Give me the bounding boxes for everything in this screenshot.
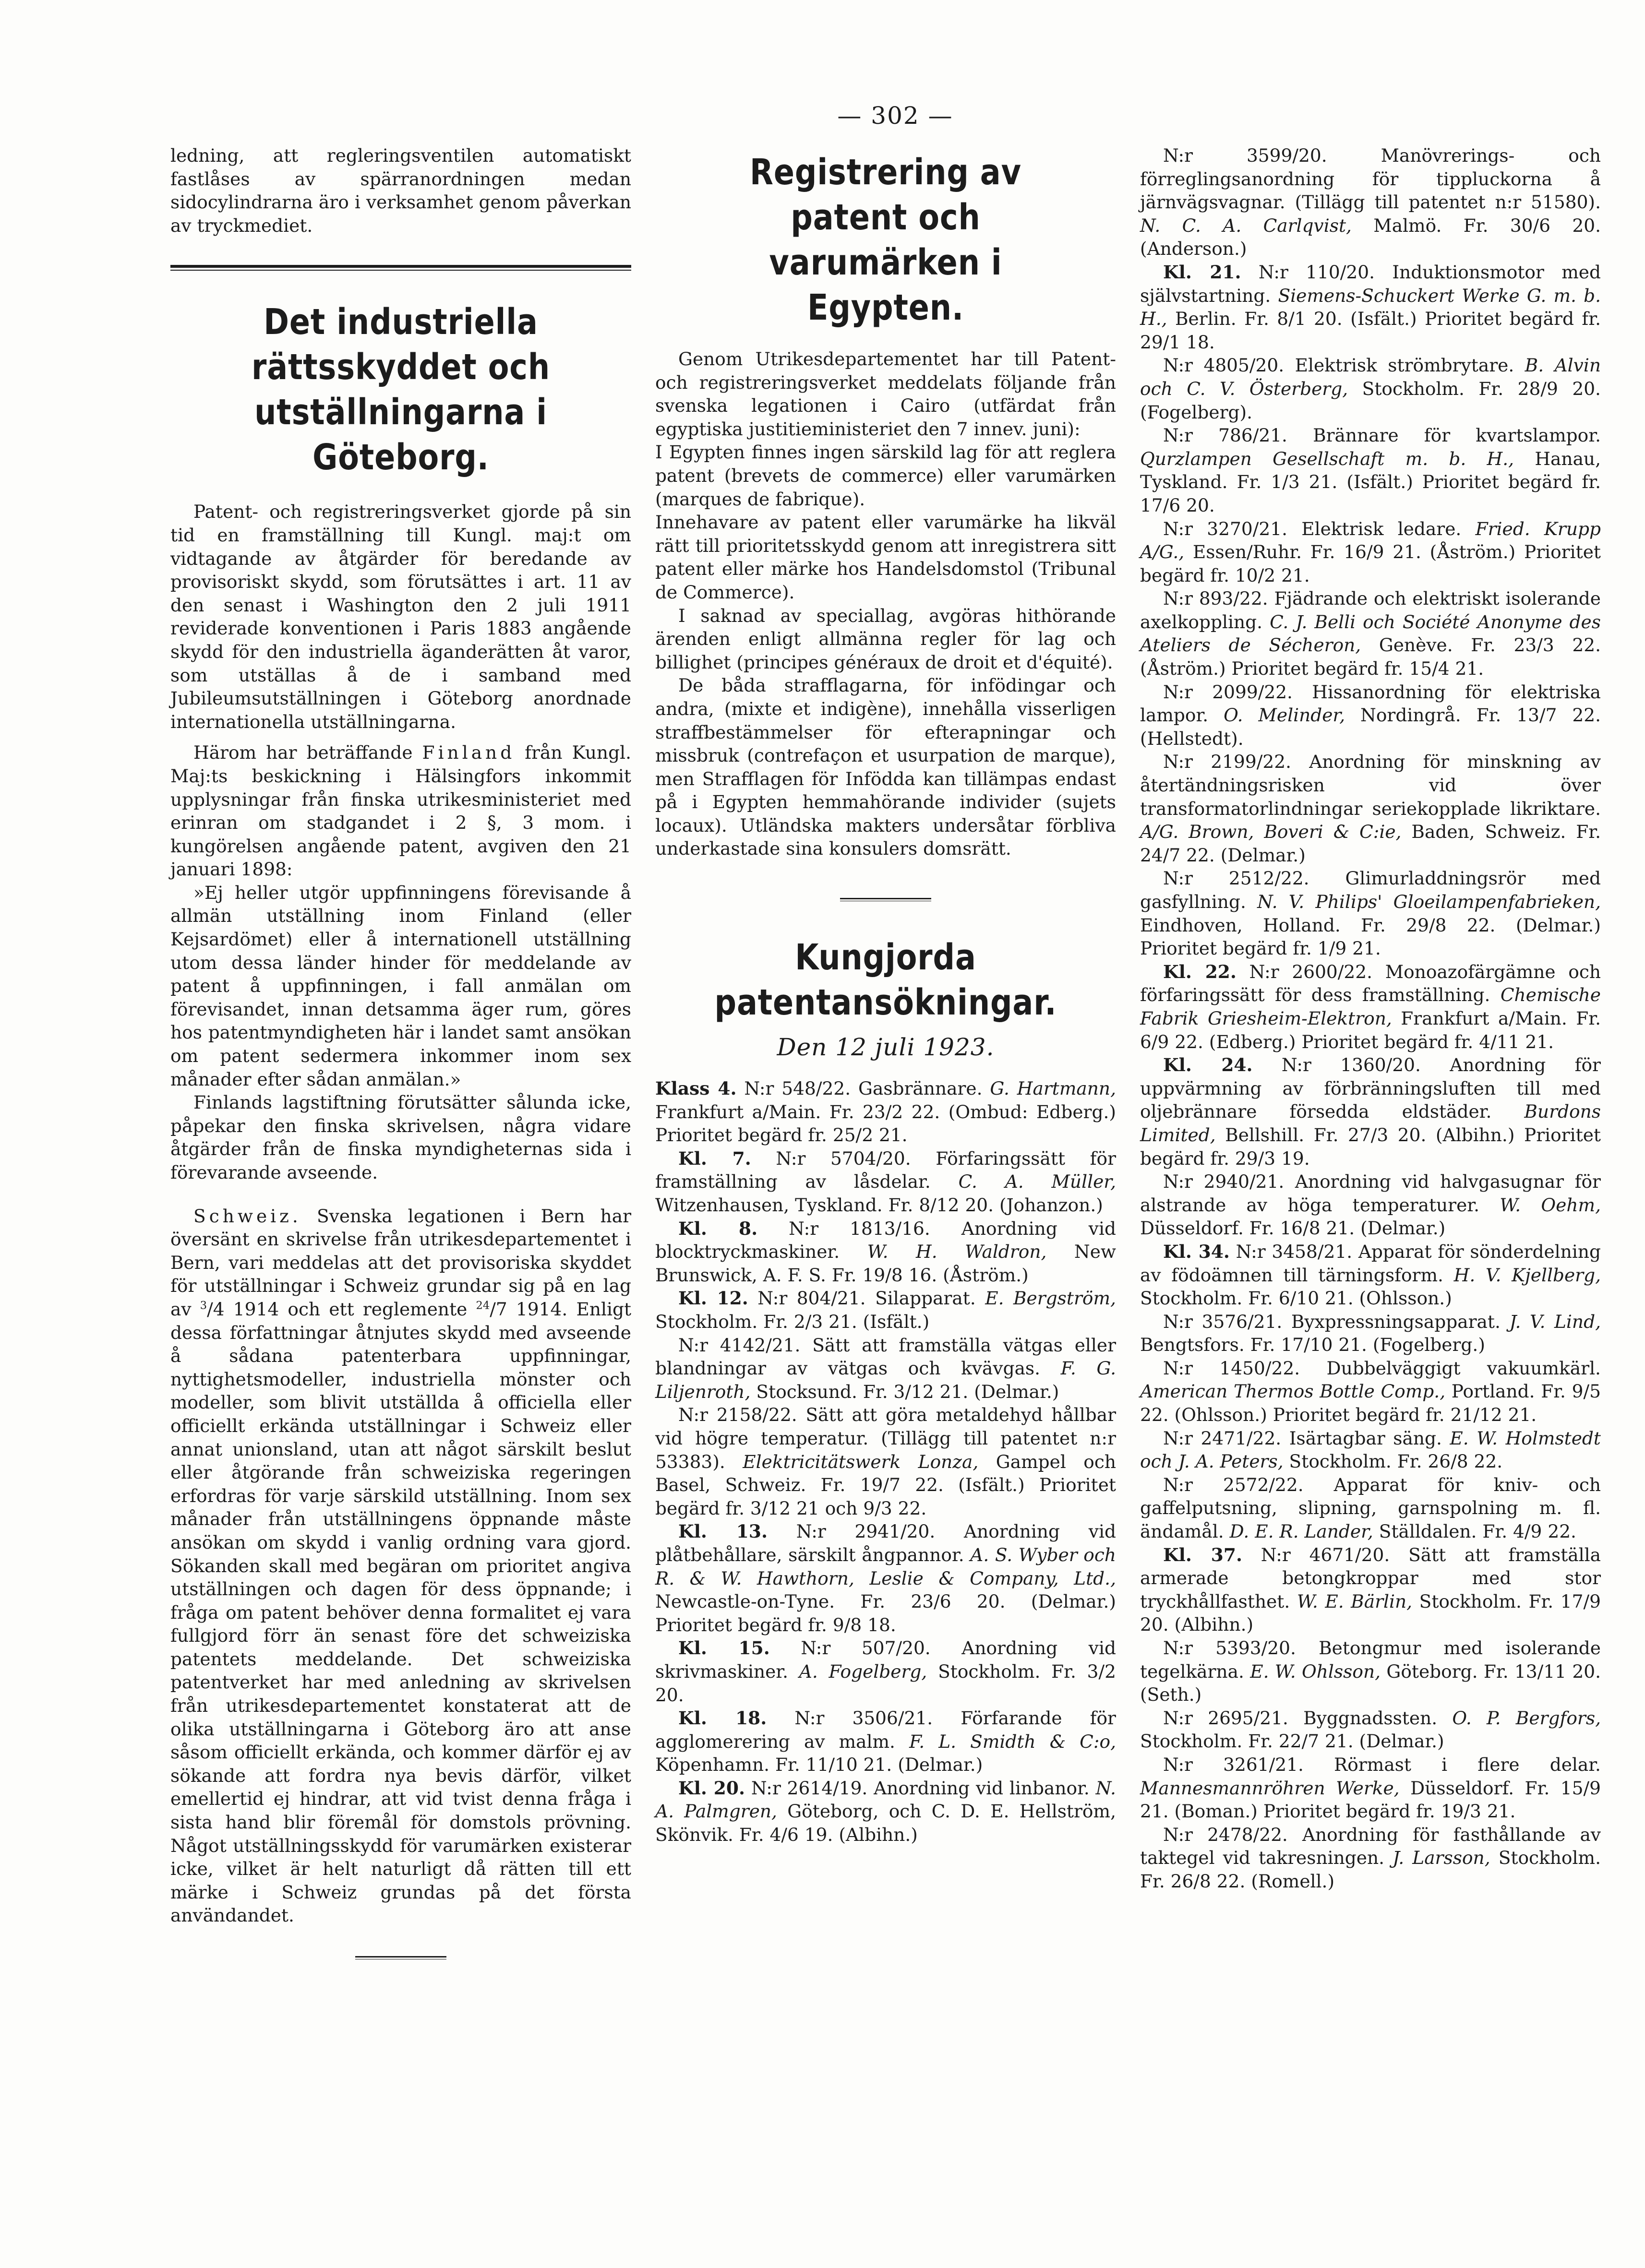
entry-details: New Brunswick, A. F. S. Fr. 19/8 16. (Åström.): [655, 1241, 1117, 1286]
invention-title: Anordning för minskning av återtändningsrisken vid över transformatorlindningar seriekopplade likriktare.: [1140, 751, 1601, 819]
application-number: N:r 5704/20.: [776, 1147, 936, 1169]
invention-title: Förfaringssätt för framställning av låsdelar.: [655, 1147, 1116, 1193]
class-number: Kl. 37.: [1163, 1544, 1243, 1565]
paragraph: Finlands lagstiftning förutsätter sålunda icke, påpekar den finska skrivelsen, några vidare åtgärder från de finska myndigheternas sida i förevarande avseende.: [170, 1092, 631, 1183]
application-number: N:r 2199/22.: [1163, 751, 1309, 773]
paragraph: Genom Utrikesdepartementet har till Patent- och registreringsverket meddelats följande från svenska legationen i Cairo (utfärdat från egyptiska justitieministeriet den 7 innev. juni):: [655, 348, 1116, 440]
patent-entry: [1140, 1543, 1601, 1636]
application-number: N:r 2941/20.: [796, 1521, 964, 1542]
quote-paragraph: »Ej heller utgör uppfinningens förevisande å allmän utställning inom Finland (eller Kejsardömet) eller å internationell utställning utom dessa länder hinder för meddelande av patent å uppfinningen, i fall anmälan om förevisandet, innan detsamma äger rum, göres hos patentmyndigheten här i landet samt ansökan om patent sedermera inkommer inom sex månader efter sådan anmälan.»: [170, 882, 631, 1090]
column-left: [170, 144, 631, 1959]
applicant: B. Alvin och C. V. Österberg,: [1140, 355, 1601, 399]
applicant: Burdons Limited,: [1140, 1101, 1601, 1146]
applicant: N. C. A. Carlqvist,: [1140, 215, 1352, 236]
invention-title: Sätt att framställa armerade betongkroppar med stor tryckhållfasthet.: [1140, 1544, 1601, 1612]
divider: [355, 1956, 446, 1959]
column-right: [1140, 144, 1601, 1893]
invention-title: Dubbelväggigt vakuumkärl.: [1326, 1357, 1601, 1379]
paragraph: Schweiz. Svenska legationen i Bern har översänt en skrivelse från utrikesdepartementet i Bern, vari meddelas att det provisoriska skyddet för utställningar i Schweiz grundar sig på en lag av $^3$/4 1914 och ett reglemente $^{24}$/7 1914. Enligt dessa författningar åtnjutes skydd med avseende å sådana patenterbara uppfinningar, nyttighetsmodeller, industriella mönster och modeller, som blivit utställda å officiella eller officiellt erkända utställningar i Schweiz eller annat unionsland, utan att något särskilt beslut eller åtgörande från schweiziska regeringen erfordras för varje särskild utställning. Inom sex månader från utställningens öppnande måste ansökan om skydd i vanlig ordning vara gjord. Sökanden skall med begäran om prioritet angiva utställningen och dagen för dess öppnande; i fråga om patent behöver denna formalitet ej vara fullgjord förr än senast före det schweiziska patentets meddelande. Det schweiziska patentverket har med anledning av skrivelsen från utrikesdepartementet konstaterat att de olika utställningarna i Göteborg äro att anse såsom officiellt erkända, och kommer därför ej av sökande att fordra nya bevis därför, vilket emellertid ej hindrar, att vid tvist denna fråga i sista hand blir föremål för domstols prövning. Något utställningsskydd för varumärken existerar icke, vilket är helt naturligt då rätten till ett märke i Schweiz grundas på det första användandet.: [170, 1205, 632, 1926]
patent-list: [1140, 144, 1601, 1893]
paragraph: Innehavare av patent eller varumärke ha likväl rätt till prioritetsskydd genom att inregistrera sitt patent eller märke hos Handelsdomstol (Tribunal de Commerce).: [655, 512, 1116, 603]
divider: [840, 898, 931, 901]
invention-title: Induktionsmotor med självstartning.: [1140, 261, 1601, 306]
applicant: C. A. Müller,: [958, 1171, 1116, 1193]
entry-details: Newcastle-on-Tyne. Fr. 23/6 20. (Delmar.) Prioritet begärd fr. 9/8 18.: [655, 1591, 1116, 1635]
entry-details: Malmö. Fr. 30/6 20. (Anderson.): [1140, 215, 1601, 260]
entry-details: Witzenhausen, Tyskland. Fr. 8/12 20. (Johanzon.): [655, 1194, 1103, 1216]
patent-entry: [655, 1287, 1116, 1333]
applicant: W. H. Waldron,: [867, 1241, 1047, 1263]
entry-details: Stockholm. Fr. 22/7 21. (Delmar.): [1140, 1731, 1444, 1752]
application-number: N:r 804/21.: [757, 1288, 876, 1309]
invention-title: Betongmur med isolerande tegelkärna.: [1140, 1637, 1601, 1682]
entry-details: Stockholm. Fr. 17/9 20. (Albihn.): [1140, 1590, 1601, 1635]
invention-title: Elektrisk ledare.: [1301, 518, 1476, 539]
applicant: W. Oehm,: [1500, 1194, 1601, 1216]
application-number: N:r 2512/22.: [1163, 868, 1345, 889]
paragraph: ledning, att regleringsventilen automatiskt fastlåses av spärranordningen medan sidocylindrarna äro i verksamhet genom påverkan av tryckmediet.: [170, 145, 631, 236]
applicant: American Thermos Bottle Comp.,: [1140, 1381, 1446, 1402]
patent-entry: [1140, 1053, 1601, 1170]
application-number: N:r 2614/19.: [751, 1777, 874, 1799]
patent-entry: [1140, 587, 1601, 680]
invention-title: Monoazofärgämne och förfaringssätt för dess framställning.: [1140, 961, 1601, 1006]
applicant: C. J. Belli och Société Anonyme des Ateliers de Sécheron,: [1140, 611, 1601, 656]
patent-entry: [1140, 261, 1601, 354]
page-number: — 302 —: [837, 102, 953, 130]
invention-title: Anordning vid linbanor.: [874, 1777, 1096, 1799]
entry-details: Stockholm. Fr. 28/9 20. (Fogelberg).: [1140, 378, 1601, 423]
applicant: A. Fogelberg,: [799, 1660, 927, 1682]
application-number: N:r 1360/20.: [1281, 1054, 1450, 1076]
application-number: N:r 2695/21.: [1163, 1707, 1304, 1729]
applicant: J. V. Lind,: [1509, 1311, 1601, 1332]
invention-title: Apparat för sönderdelning av födoämnen till tärningsform.: [1140, 1241, 1601, 1286]
publication-date: Den 12 juli 1923.: [777, 1033, 995, 1062]
entry-details: Frankfurt a/Main. Fr. 6/9 22. (Edberg.) Prioritet begärd fr. 4/11 21.: [1140, 1007, 1601, 1052]
application-number: N:r 4671/20.: [1261, 1544, 1409, 1565]
patent-entry: [655, 1217, 1116, 1287]
applicant: N. A. Palmgren,: [655, 1777, 1116, 1822]
patent-entry: [1140, 680, 1601, 751]
patent-list: [655, 1077, 1116, 1847]
application-number: N:r 3458/21.: [1236, 1241, 1358, 1262]
class-number: Kl. 22.: [1163, 961, 1237, 982]
invention-title: Gasbrännare.: [858, 1078, 990, 1099]
entry-details: Stockholm. Fr. 6/10 21. (Ohlsson.): [1140, 1288, 1452, 1309]
application-number: N:r 1813/16.: [789, 1218, 961, 1239]
invention-title: Anordning för uppvärmning av förbränningsluften till med oljebrännare försedda eldstäder.: [1140, 1054, 1601, 1122]
invention-title: Anordning vid halvgasugnar för alstrande av höga temperaturer.: [1140, 1171, 1601, 1216]
invention-title: Rörmast i flere delar.: [1334, 1754, 1601, 1775]
application-number: N:r 2099/22.: [1163, 681, 1312, 703]
applicant: H. V. Kjellberg,: [1453, 1264, 1601, 1286]
patent-entry: [655, 1334, 1116, 1404]
invention-title: Sätt att framställa vätgas eller blandningar av vätgas och kvävgas.: [655, 1334, 1116, 1379]
article-heading: Registrering av patent och varumärken i Egypten.: [750, 152, 1021, 328]
applicant: Elektricitätswerk Lonza,: [743, 1451, 979, 1472]
applicant: E. Bergström,: [985, 1288, 1116, 1309]
section-heading: Kungjorda patentansökningar.: [714, 937, 1057, 1024]
applicant: N. V. Philips' Gloeilampenfabrieken,: [1257, 891, 1601, 912]
class-number: Kl. 8.: [678, 1218, 758, 1239]
applicant: G. Hartmann,: [990, 1078, 1117, 1099]
patent-entry: [1140, 1473, 1601, 1543]
entry-details: Düsseldorf. Fr. 16/8 21. (Delmar.): [1140, 1218, 1446, 1239]
applicant: F. G. Liljenroth,: [655, 1358, 1117, 1402]
applicant: Siemens-Schuckert Werke G. m. b. H.,: [1140, 285, 1601, 330]
class-number: Kl. 12.: [678, 1288, 748, 1309]
invention-title: Elektrisk strömbrytare.: [1295, 355, 1525, 376]
patent-entry: [655, 1147, 1116, 1217]
application-number: N:r 2158/22.: [678, 1404, 806, 1426]
patent-entry: [1140, 1170, 1601, 1240]
entry-details: Nordingrå. Fr. 13/7 22. (Hellstedt).: [1140, 704, 1601, 749]
entry-details: Stockholm. Fr. 26/8 22. (Romell.): [1140, 1847, 1601, 1892]
application-number: N:r 2572/22.: [1163, 1474, 1334, 1495]
entry-details: Genève. Fr. 23/3 22. (Åström.) Prioritet begärd fr. 15/4 21.: [1140, 634, 1601, 680]
paragraph: I saknad av speciallag, avgöras hithörande ärenden enligt allmänna regler för lag och billighet (principes généraux de droit et d'équité).: [655, 605, 1116, 673]
invention-title: Manövrerings- och förreglingsanordning för tippluckorna å järnvägsvagnar. (Tillägg till patentet n:r 51580).: [1140, 145, 1601, 213]
entry-details: Bengtsfors. Fr. 17/10 21. (Fogelberg.): [1140, 1334, 1485, 1356]
class-number: Kl. 7.: [678, 1147, 751, 1169]
paragraph: I Egypten finnes ingen särskild lag för att reglera patent (brevets de commerce) eller varumärken (marques de fabrique).: [655, 442, 1116, 510]
patent-entry: [655, 1520, 1116, 1636]
invention-title: Anordning vid blocktryckmaskiner.: [655, 1218, 1116, 1263]
patent-entry: [1140, 1753, 1601, 1823]
applicant: W. E. Bärlin,: [1297, 1590, 1413, 1612]
entry-details: Essen/Ruhr. Fr. 16/9 21. (Åström.) Prioritet begärd fr. 10/2 21.: [1140, 541, 1601, 586]
class-number: Kl. 15.: [678, 1637, 770, 1659]
applicant: Qurzlampen Gesellschaft m. b. H.,: [1140, 448, 1514, 469]
application-number: N:r 2940/21.: [1163, 1171, 1295, 1193]
patent-entry: [1140, 144, 1601, 261]
application-number: N:r 548/22.: [744, 1078, 858, 1099]
divider: [170, 265, 631, 271]
patent-entry: [655, 1077, 1116, 1147]
patent-entry: [1140, 1636, 1601, 1707]
entry-details: Ställdalen. Fr. 4/9 22.: [1373, 1521, 1576, 1542]
invention-title: Apparat för kniv- och gaffelputsning, slipning, garnspolning m. fl. ändamål.: [1140, 1474, 1601, 1542]
application-number: N:r 3576/21.: [1163, 1311, 1291, 1332]
application-number: N:r 5393/20.: [1163, 1637, 1319, 1659]
entry-details: Stockholm. Fr. 2/3 21. (Isfält.): [655, 1311, 930, 1332]
invention-title: Anordning för fasthållande av taktegel vid takresningen.: [1140, 1824, 1601, 1869]
paragraph: Patent- och registreringsverket gjorde på sin tid en framställning till Kungl. maj:t om vidtagande av åtgärder för beredande av provisoriskt skydd, som förutsättes i art. 11 av den senast i Washington den 2 juli 1911 reviderade konventionen i Paris 1883 angående skydd för den industriella äganderätten åt varor, som utställas å de i samband med Jubileumsutställningen i Göteborg anordnade internationella utställningarna.: [170, 501, 631, 732]
application-number: N:r 893/22.: [1163, 588, 1274, 609]
application-number: N:r 3599/20.: [1163, 145, 1381, 166]
application-number: N:r 4805/20.: [1163, 355, 1295, 376]
applicant: E. W. Ohlsson,: [1250, 1660, 1381, 1682]
entry-details: Göteborg. Fr. 13/11 20. (Seth.): [1140, 1660, 1601, 1706]
applicant: J. Larsson,: [1393, 1847, 1490, 1869]
applicant: Chemische Fabrik Griesheim-Elektron,: [1140, 984, 1601, 1029]
entry-details: Düsseldorf. Fr. 15/9 21. (Boman.) Prioritet begärd fr. 19/3 21.: [1140, 1777, 1601, 1822]
application-number: N:r 110/20.: [1258, 261, 1393, 283]
patent-entry: [655, 1403, 1116, 1520]
application-number: N:r 4142/21.: [678, 1334, 813, 1356]
entry-details: Hanau, Tyskland. Fr. 1/3 21. (Isfält.) Prioritet begärd fr. 17/6 20.: [1140, 448, 1601, 516]
invention-title: Silapparat.: [875, 1288, 985, 1309]
applicant: A/G. Brown, Boveri & C:ie,: [1140, 821, 1402, 843]
application-number: N:r 786/21.: [1163, 425, 1313, 446]
entry-details: Stockholm. Fr. 3/2 20.: [655, 1660, 1116, 1706]
class-number: Kl. 13.: [678, 1521, 768, 1542]
entry-details: Frankfurt a/Main. Fr. 23/2 22. (Ombud: Edberg.) Prioritet begärd fr. 25/2 21.: [655, 1101, 1116, 1146]
invention-title: Byxpressningsapparat.: [1291, 1311, 1510, 1332]
entry-details: Berlin. Fr. 8/1 20. (Isfält.) Prioritet begärd fr. 29/1 18.: [1140, 308, 1601, 353]
entry-details: Portland. Fr. 9/5 22. (Ohlsson.) Prioritet begärd fr. 21/12 21.: [1140, 1381, 1601, 1426]
applicant: Fried. Krupp A/G.,: [1140, 518, 1601, 563]
patent-entry: [1140, 517, 1601, 587]
patent-entry: [1140, 1310, 1601, 1357]
invention-title: Anordning vid skrivmaskiner.: [655, 1637, 1116, 1682]
paragraph: Härom har beträffande Finland från Kungl. Maj:ts beskickning i Hälsingfors inkommit upplysningar från finska utrikesministeriet med erinran om stadgandet i 2 §, 3 mom. i kungörelsen angående patent, avgiven den 21 januari 1898:: [170, 742, 632, 880]
patent-entry: [1140, 424, 1601, 517]
application-number: N:r 2600/22.: [1249, 961, 1385, 982]
patent-entry: [1140, 1823, 1601, 1893]
entry-details: Bellshill. Fr. 27/3 20. (Albihn.) Prioritet begärd fr. 29/3 19.: [1140, 1124, 1601, 1169]
invention-title: Hissanordning för elektriska lampor.: [1140, 681, 1601, 726]
application-number: N:r 2471/22.: [1163, 1427, 1289, 1449]
patent-entry: [1140, 1427, 1601, 1473]
patent-entry: [1140, 1707, 1601, 1753]
invention-title: Fjädrande och elektriskt isolerande axelkoppling.: [1140, 588, 1601, 633]
application-number: N:r 2478/22.: [1163, 1824, 1302, 1845]
class-number: Kl. 20.: [678, 1777, 745, 1799]
invention-title: Brännare för kvartslampor.: [1313, 425, 1601, 446]
invention-title: Anordning vid plåtbehållare, särskilt ångpannor.: [655, 1521, 1116, 1565]
patent-entry: [1140, 1357, 1601, 1427]
entry-details: Köpenhamn. Fr. 11/10 21. (Delmar.): [655, 1754, 983, 1776]
patent-entry: [1140, 750, 1601, 867]
applicant: D. E. R. Lander,: [1229, 1521, 1373, 1542]
patent-entry: [1140, 960, 1601, 1053]
applicant: O. P. Bergfors,: [1452, 1707, 1601, 1729]
class-number: Klass 4.: [655, 1078, 737, 1099]
invention-title: Förfarande för agglomerering av malm.: [655, 1707, 1116, 1752]
patent-entry: [655, 1636, 1116, 1707]
application-number: N:r 1450/22.: [1163, 1357, 1327, 1379]
application-number: N:r 3261/21.: [1163, 1754, 1334, 1775]
entry-details: Stocksund. Fr. 3/12 21. (Delmar.): [750, 1381, 1059, 1402]
patent-entry: [1140, 354, 1601, 424]
article-heading: Det industriella rättsskyddet och utställningarna i Göteborg.: [251, 301, 551, 478]
application-number: N:r 3270/21.: [1163, 518, 1302, 539]
patent-entry: [1140, 1240, 1601, 1310]
entry-details: Göteborg, och C. D. E. Hellström, Skönvik. Fr. 4/6 19. (Albihn.): [655, 1801, 1116, 1846]
column-middle: [655, 144, 1116, 1847]
entry-details: Stockholm. Fr. 26/8 22.: [1283, 1451, 1503, 1472]
applicant: O. Melinder,: [1224, 704, 1345, 726]
class-number: Kl. 18.: [678, 1707, 767, 1729]
applicant: E. W. Holmstedt och J. A. Peters,: [1140, 1427, 1601, 1472]
entry-details: Eindhoven, Holland. Fr. 29/8 22. (Delmar.) Prioritet begärd fr. 1/9 21.: [1140, 914, 1601, 959]
paragraph: De båda strafflagarna, för infödingar och andra, (mixte et indigène), innehålla visserligen straffbestämmelser för efterapningar och missbruk (contrefaçon et usurpation de marque), men Strafflagen för Infödda kan tillämpas endast på i Egypten hemmahörande individer (sujets locaux). Utländska makters undersåtar förbliva underkastade sina konsulers domsrätt.: [655, 675, 1116, 859]
entry-details: Baden, Schweiz. Fr. 24/7 22. (Delmar.): [1140, 821, 1601, 866]
application-number: N:r 507/20.: [801, 1637, 962, 1659]
entry-details: Gampel och Basel, Schweiz. Fr. 19/7 22. (Isfält.) Prioritet begärd fr. 3/12 21 och 9/3 22.: [655, 1451, 1116, 1519]
invention-title: Byggnadssten.: [1303, 1707, 1453, 1729]
invention-title: Isärtagbar säng.: [1289, 1427, 1450, 1449]
class-number: Kl. 24.: [1163, 1054, 1253, 1076]
applicant: A. S. Wyber och R. & W. Hawthorn, Leslie & Company, Ltd.,: [655, 1544, 1117, 1589]
patent-entry: [1140, 867, 1601, 960]
applicant: F. L. Smidth & C:o,: [909, 1731, 1117, 1752]
invention-title: Glimurladdningsrör med gasfyllning.: [1140, 868, 1601, 912]
patent-entry: [655, 1777, 1116, 1847]
class-number: Kl. 21.: [1163, 261, 1241, 283]
application-number: N:r 3506/21.: [794, 1707, 961, 1729]
patent-entry: [655, 1707, 1116, 1777]
class-number: Kl. 34.: [1163, 1241, 1230, 1262]
applicant: Mannesmannröhren Werke,: [1140, 1777, 1400, 1799]
invention-title: Sätt att göra metaldehyd hållbar vid högre temperatur. (Tillägg till patentet n:r 53383).: [655, 1404, 1116, 1472]
